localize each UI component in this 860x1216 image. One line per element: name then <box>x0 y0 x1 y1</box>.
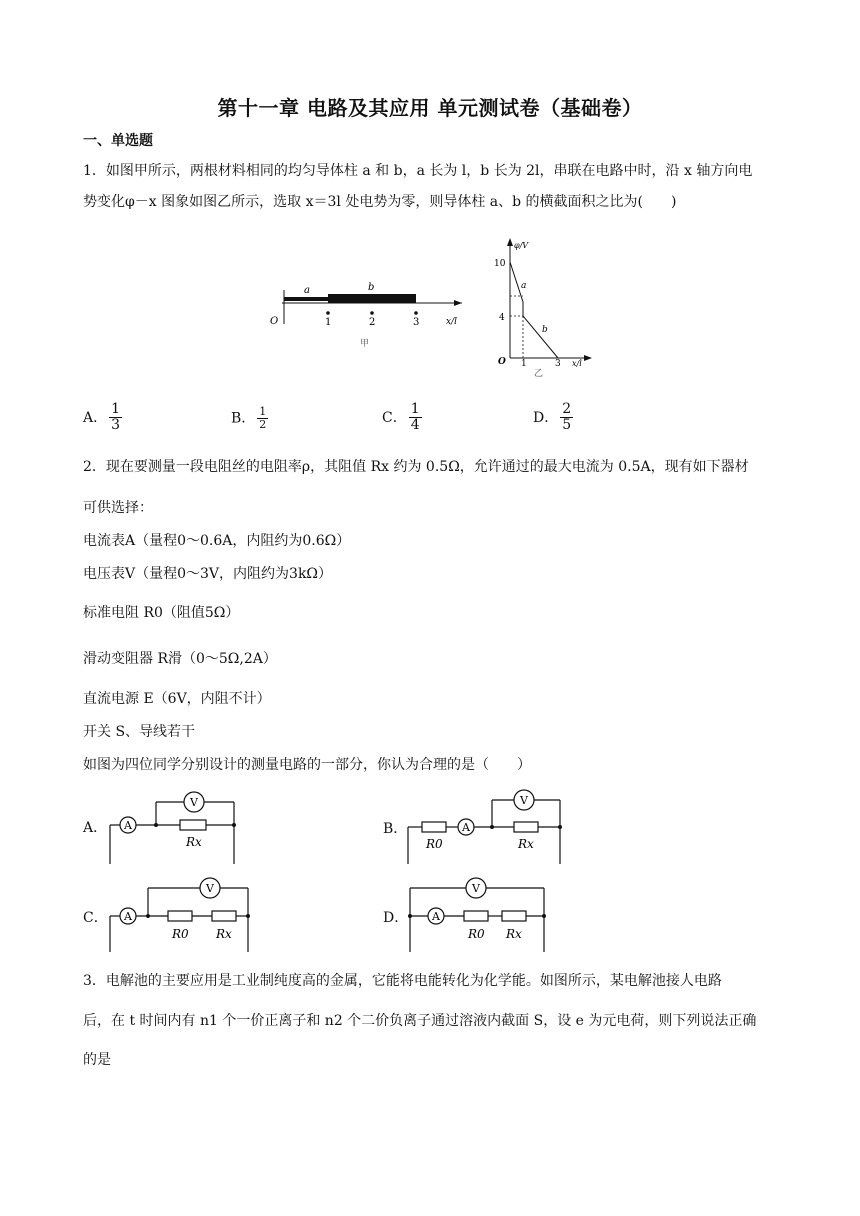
fig-yi-x1: 1 <box>521 359 527 369</box>
q2-item-rheostat: 滑动变阻器 R滑（0～5Ω,2A） <box>83 651 277 667</box>
fig-yi-x3: 3 <box>555 359 561 369</box>
circuit-a-letter: A． <box>83 820 108 836</box>
circuit-d-rx-label: Rx <box>506 927 522 941</box>
page-title: 第十一章 电路及其应用 单元测试卷（基础卷） <box>217 96 643 120</box>
circuit-b-voltmeter-label: V <box>520 794 528 807</box>
q1-text-line2: 势变化φ－x 图象如图乙所示，选取 x＝3l 处电势为零，则导体柱 a、b 的横截面积之比为( ) <box>83 194 677 210</box>
circuit-a-voltmeter-label: V <box>190 796 198 809</box>
fig-jia-caption: 甲 <box>360 339 370 349</box>
fig-jia-tick-2: 2 <box>369 317 376 328</box>
circuit-a-ammeter-label: A <box>124 819 132 832</box>
circuit-d-letter: D． <box>383 910 409 926</box>
q2-text-line2: 可供选择： <box>83 500 153 516</box>
q1-option-d[interactable]: D． $\frac{2}{5}$ <box>533 401 572 434</box>
circuit-b-rx-label: Rx <box>518 837 534 851</box>
circuit-c-ammeter-label: A <box>124 910 132 923</box>
q3-text-line2: 后，在 t 时间内有 n1 个一价正离子和 n2 个二价负离子通过溶液内截面 S，设 e 为元电荷，则下列说法正确 <box>83 1013 757 1029</box>
fig-yi-y10: 10 <box>494 259 506 269</box>
q2-item-switch: 开关 S、导线若干 <box>83 724 196 740</box>
circuit-a-rx-label: Rx <box>186 835 202 849</box>
circuit-b-letter: B． <box>383 821 408 837</box>
circuit-d-r0-label: R0 <box>468 927 485 941</box>
q3-text-line3: 的是 <box>83 1052 111 1068</box>
q1-option-a[interactable]: A． $\frac{1}{3}$ <box>83 401 121 434</box>
fig-yi-origin: O <box>498 357 506 367</box>
q1-figure-jia <box>268 276 468 350</box>
q2-item-voltmeter: 电压表V（量程0～3V，内阻约为3kΩ） <box>83 566 333 582</box>
circuit-d-ammeter-label: A <box>432 910 440 923</box>
q1-option-c[interactable]: C． $\frac{1}{4}$ <box>382 401 420 434</box>
fig-jia-label-b: b <box>368 282 375 293</box>
fig-yi-label-b: b <box>542 325 548 335</box>
circuit-d-option[interactable] <box>406 876 552 956</box>
q2-text-line1: 2．现在要测量一段电阻丝的电阻率ρ，其阻值 Rx 约为 0.5Ω，允许通过的最大电流为 0.5A，现有如下器材 <box>83 459 749 475</box>
circuit-a-option[interactable] <box>106 782 240 866</box>
q3-text-line1: 3．电解池的主要应用是工业制纯度高的金属，它能将电能转化为化学能。如图所示，某电解池接人电路 <box>83 973 722 989</box>
fig-yi-y4: 4 <box>499 313 505 323</box>
q1-text-line1: 1．如图甲所示，两根材料相同的均匀导体柱 a 和 b，a 长为 l，b 长为 2l，串联在电路中时，沿 x 轴方向电 <box>83 163 753 179</box>
fig-jia-origin: O <box>270 316 279 327</box>
q1-option-b[interactable]: B． $\frac{1}{2}$ <box>231 405 267 432</box>
fig-jia-axis-label: x/l <box>446 317 457 327</box>
fig-jia-tick-3: 3 <box>413 317 420 328</box>
fig-yi-label-a: a <box>521 281 527 291</box>
q1-figure-yi <box>488 234 596 378</box>
fig-yi-xlabel: x/l <box>572 359 582 368</box>
q2-item-ammeter: 电流表A（量程0～0.6A，内阻约为0.6Ω） <box>83 533 351 549</box>
q2-item-standard-resistor: 标准电阻 R0（阻值5Ω） <box>83 605 240 621</box>
circuit-c-rx-label: Rx <box>216 927 232 941</box>
circuit-c-option[interactable] <box>106 876 252 956</box>
circuit-c-letter: C． <box>83 910 108 926</box>
circuit-d-voltmeter-label: V <box>472 882 480 895</box>
circuit-b-ammeter-label: A <box>462 821 470 834</box>
fig-jia-label-a: a <box>304 285 310 296</box>
circuit-c-voltmeter-label: V <box>206 882 214 895</box>
circuit-b-option[interactable] <box>406 786 566 866</box>
section-heading: 一、单选题 <box>83 133 153 149</box>
fig-yi-caption: 乙 <box>534 369 544 378</box>
fig-yi-ylabel: φ/V <box>514 241 529 250</box>
q2-question: 如图为四位同学分别设计的测量电路的一部分，你认为合理的是（ ） <box>83 757 531 773</box>
fig-jia-tick-1: 1 <box>325 317 332 328</box>
circuit-c-r0-label: R0 <box>172 927 189 941</box>
circuit-b-r0-label: R0 <box>426 837 443 851</box>
q2-item-power-source: 直流电源 E（6V，内阻不计） <box>83 691 271 707</box>
